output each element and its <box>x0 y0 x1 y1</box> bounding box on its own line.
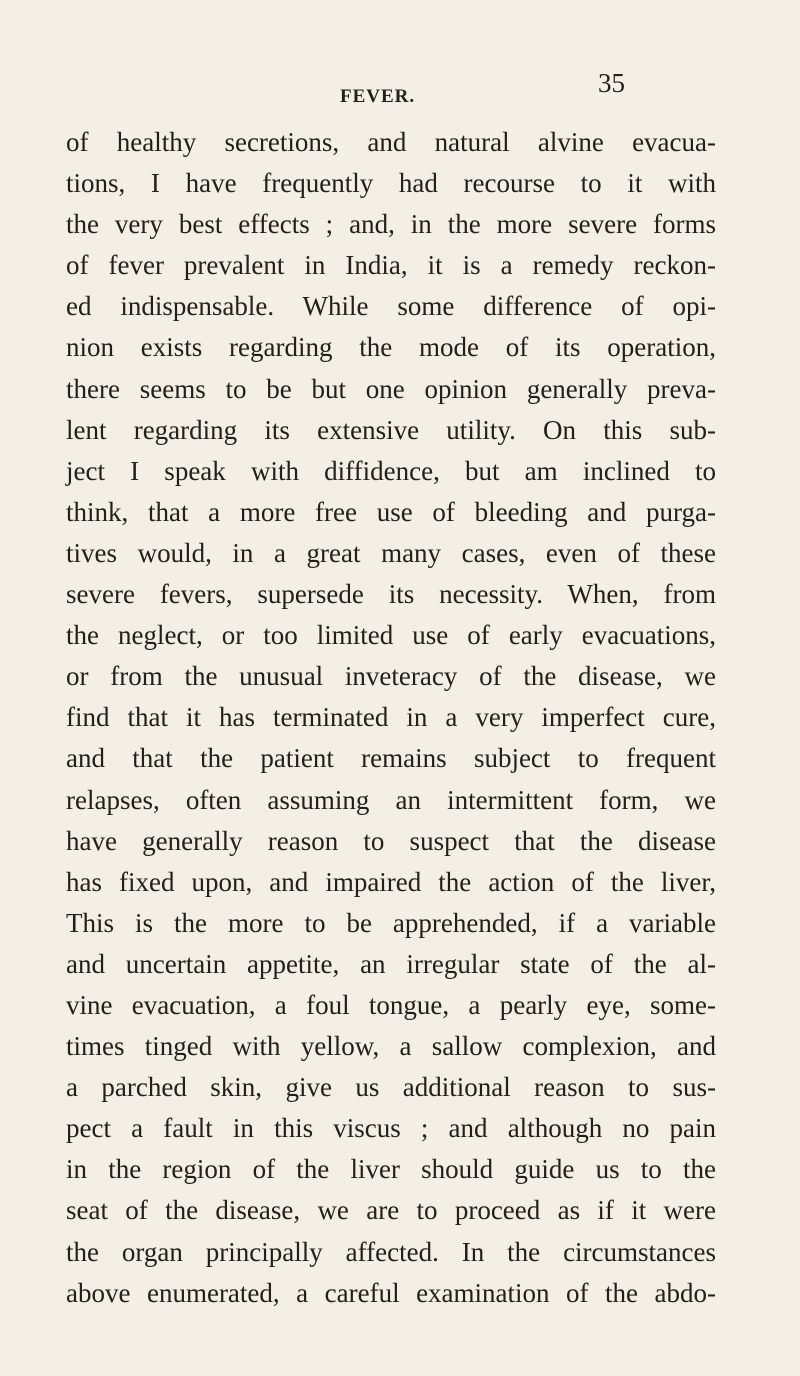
text-line: tives would, in a great many cases, even of these <box>66 537 716 568</box>
body-text <box>66 122 716 1314</box>
text-line: vine evacuation, a foul tongue, a pearly eye, some- <box>66 989 716 1020</box>
text-line: the organ principally affected. In the circumstances <box>66 1236 716 1267</box>
text-line: relapses, often assuming an intermittent form, we <box>66 784 716 815</box>
text-line: and uncertain appetite, an irregular state of the al- <box>66 948 716 979</box>
text-line: lent regarding its extensive utility. On this sub- <box>66 414 716 445</box>
text-line: find that it has terminated in a very imperfect cure, <box>66 702 716 733</box>
text-line: This is the more to be apprehended, if a variable <box>66 907 716 938</box>
text-line: a parched skin, give us additional reason to sus- <box>66 1072 716 1103</box>
text-line: have generally reason to suspect that the disease <box>66 825 716 856</box>
text-line: think, that a more free use of bleeding and purga- <box>66 496 716 527</box>
text-line: seat of the disease, we are to proceed as if it were <box>66 1195 716 1226</box>
text-line: ed indispensable. While some difference of opi- <box>66 291 716 322</box>
text-line: the neglect, or too limited use of early evacuations, <box>66 620 716 651</box>
text-line: and that the patient remains subject to frequent <box>66 743 716 774</box>
text-line: has fixed upon, and impaired the action of the liver, <box>66 866 716 897</box>
running-title: FEVER. <box>340 86 416 107</box>
text-line: severe fevers, supersede its necessity. When, from <box>66 579 716 610</box>
text-line: the very best effects ; and, in the more severe forms <box>66 209 716 240</box>
text-line: above enumerated, a careful examination of the abdo- <box>66 1277 716 1308</box>
text-line: or from the unusual inveteracy of the disease, we <box>66 661 716 692</box>
text-line: nion exists regarding the mode of its operation, <box>66 332 716 363</box>
text-line: there seems to be but one opinion generally preva- <box>66 373 716 404</box>
text-line: of healthy secretions, and natural alvine evacua- <box>66 127 716 157</box>
page-number: 35 <box>598 68 625 98</box>
text-line: ject I speak with diffidence, but am inclined to <box>66 455 716 486</box>
text-line: of fever prevalent in India, it is a remedy reckon- <box>66 250 716 281</box>
text-line: times tinged with yellow, a sallow complexion, and <box>66 1031 716 1062</box>
text-line: tions, I have frequently had recourse to it with <box>66 168 716 199</box>
text-line: in the region of the liver should guide us to the <box>66 1154 716 1185</box>
text-line: pect a fault in this viscus ; and although no pain <box>66 1113 716 1144</box>
